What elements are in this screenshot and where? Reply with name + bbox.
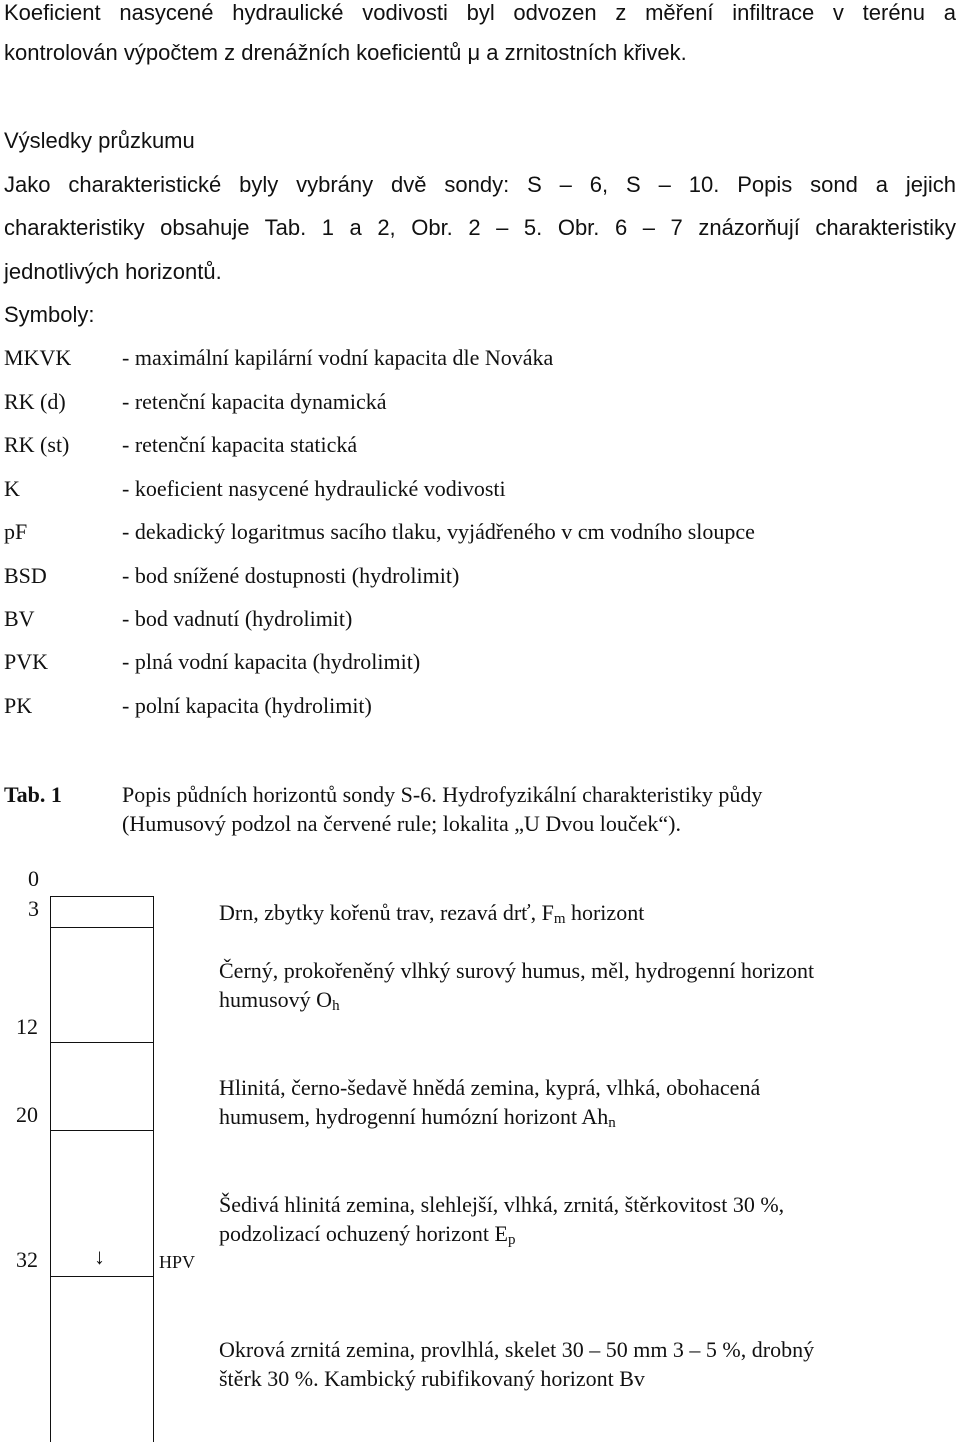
results-heading: Výsledky průzkumu [4, 128, 195, 153]
results-line-3: jednotlivých horizontů. [4, 259, 222, 284]
table-caption-line-1: Popis půdních horizontů sondy S-6. Hydrofyzikální charakteristiky půdy [122, 782, 763, 807]
horizon-boundary [50, 1130, 154, 1131]
symbol-abbr: PVK [4, 649, 49, 674]
symbol-abbr: RK (st) [4, 432, 70, 457]
horizon-description: Hlinitá, černo-šedavě hnědá zemina, kyprá, vlhká, obohacená humusem, hydrogenní humózní horizont $Ah_n$ [219, 1075, 761, 1131]
symbol-abbr: MKVK [4, 345, 72, 370]
intro-line-1: Koeficient nasycené hydraulické vodivosti byl odvozen z měření infiltrace v terénu a [4, 0, 956, 25]
symbol-abbr: RK (d) [4, 389, 66, 414]
symbol-abbr: K [4, 476, 20, 501]
horizon-boundary [50, 896, 154, 897]
symbol-abbr: BSD [4, 563, 47, 588]
hpv-label: HPV [159, 1252, 196, 1272]
results-line-1: Jako charakteristické byly vybrány dvě sondy: S – 6, S – 10. Popis sond a jejich [4, 172, 956, 197]
symbol-desc: - retenční kapacita statická [122, 432, 358, 457]
symbol-desc: - plná vodní kapacita (hydrolimit) [122, 649, 421, 674]
table-label: Tab. 1 [4, 782, 62, 807]
horizon-boundary [50, 1276, 154, 1277]
depth-label: 3 [28, 896, 39, 921]
symbol-abbr: BV [4, 606, 35, 631]
horizon-boundary [50, 1042, 154, 1043]
groundwater-arrow-icon: ↓ [94, 1244, 105, 1269]
intro-line-2: kontrolován výpočtem z drenážních koeficientů μ a zrnitostních křivek. [4, 40, 687, 65]
table-caption-line-2: (Humusový podzol na červené rule; lokalita „U Dvou louček“). [122, 811, 681, 836]
horizon-description: Drn, zbytky kořenů trav, rezavá drť, $F_m$ horizont [219, 900, 645, 927]
results-line-2: charakteristiky obsahuje Tab. 1 a 2, Obr. 2 – 5. Obr. 6 – 7 znázorňují charakteristiky [4, 215, 956, 240]
symbol-abbr: pF [4, 519, 28, 544]
depth-label: 12 [16, 1014, 38, 1039]
horizon-description: Okrová zrnitá zemina, provlhlá, skelet 30 – 50 mm 3 – 5 %, drobný štěrk 30 %. Kambický rubifikovaný horizont Bv [219, 1337, 815, 1391]
depth-label: 20 [16, 1102, 38, 1127]
symbol-abbr: PK [4, 693, 33, 718]
symbol-desc: - koeficient nasycené hydraulické vodivosti [122, 476, 506, 501]
symbol-desc: - dekadický logaritmus sacího tlaku, vyjádřeného v cm vodního sloupce [122, 519, 755, 544]
profile-right-border [153, 896, 154, 1442]
symbol-desc: - retenční kapacita dynamická [122, 389, 387, 414]
horizon-description: Černý, prokořeněný vlhký surový humus, měl, hydrogenní horizont humusový $O_h$ [219, 958, 815, 1014]
profile-left-border [50, 896, 51, 1442]
symbol-desc: - polní kapacita (hydrolimit) [122, 693, 372, 718]
symbol-desc: - bod vadnutí (hydrolimit) [122, 606, 353, 631]
depth-label: 0 [28, 866, 39, 891]
horizon-description: Šedivá hlinitá zemina, slehlejší, vlhká, zrnitá, štěrkovitost 30 %, podzolizací ochuzený horizont $E_p$ [219, 1192, 785, 1248]
symbol-desc: - bod snížené dostupnosti (hydrolimit) [122, 563, 460, 588]
depth-label: 32 [16, 1247, 38, 1272]
symbol-desc: - maximální kapilární vodní kapacita dle Nováka [122, 345, 554, 370]
symbols-heading: Symboly: [4, 302, 95, 327]
horizon-boundary [50, 927, 154, 928]
